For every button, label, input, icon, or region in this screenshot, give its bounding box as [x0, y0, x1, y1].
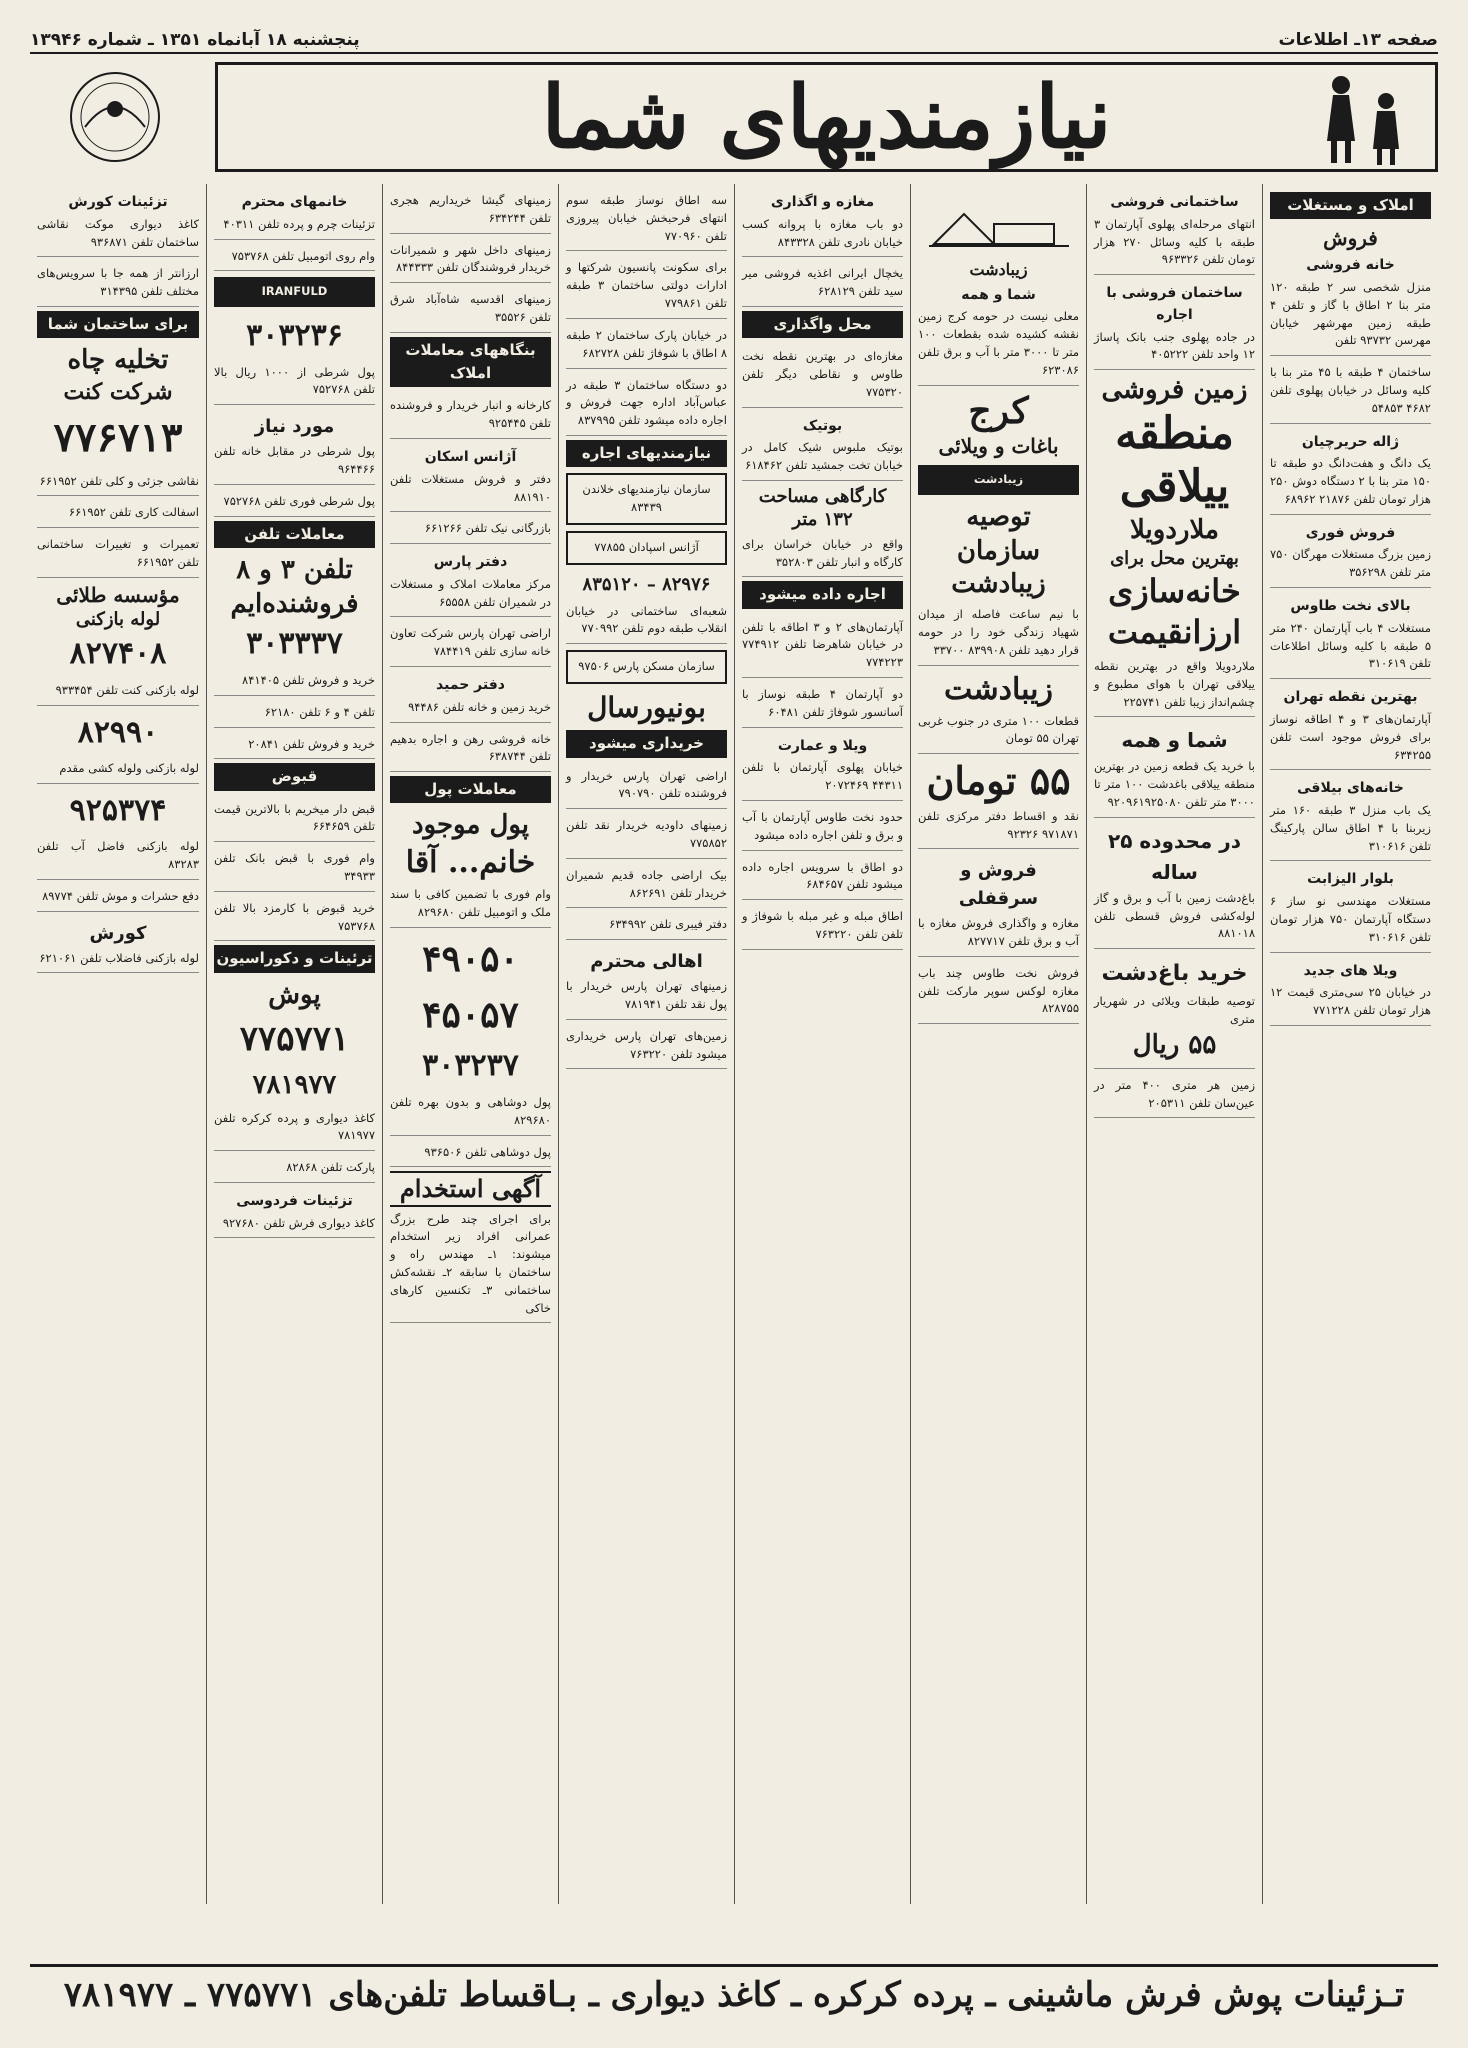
phone-number: ۸۳۵۱۲۰ – ۸۲۹۷۶: [582, 573, 711, 595]
ad-item: خانمهای محترم تزئینات چرم و پرده تلفن ۴۰۳۱۱: [214, 188, 375, 240]
ad-item: با نیم ساعت فاصله از میدان شهیاد زندگی خود را در حومه قرار دهید تلفن ۸۳۹۹۰۸ ۳۳۷۰۰: [918, 602, 1079, 665]
ad-item: خرید و فروش تلفن ۸۴۱۴۰۵: [214, 668, 375, 696]
ad-item: دفتر پارس مرکز معاملات املاک و مستغلات در شمیران تلفن ۶۵۵۵۸: [390, 548, 551, 617]
ad-item: زمین‌های تهران پارس خریداری میشود تلفن ۷۶۳۲۲۰: [566, 1024, 727, 1070]
ad-item: فروش و سرقفلی مغازه و واگذاری فروش مغازه با آب و برق تلفن ۸۲۷۷۱۷: [918, 853, 1079, 956]
ad-item: مغازه‌ای در بهترین نقطه نخت طاوس و نقاطی دیگر تلفن ۷۷۵۳۲۰: [742, 344, 903, 407]
ad-item: خانه فروشی منزل شخصی سر ۲ طبقه ۱۲۰ متر بنا ۲ اطاق با گاز و تلفن ۴ طبقه زمین مهرشهر خیابان مهرسن ۹۳۷۳۲ تلفن: [1270, 251, 1431, 356]
classifieds-grid: [30, 184, 1438, 1904]
agency-box: سازمان نیازمندیهای خلاندن ۸۳۴۳۹: [566, 473, 727, 525]
ad-item: لوله بازکنی کنت تلفن ۹۳۳۴۵۴: [37, 678, 199, 706]
phone-number: ۹۲۵۳۷۴: [69, 792, 167, 828]
ad-item: ملاردویلا واقع در بهترین نقطه ییلاقی تهران با هوای مطبوع و چشم‌انداز زیبا تلفن ۲۲۵۷۴۱: [1094, 654, 1255, 717]
banner-title: نیازمندیهای شما: [541, 66, 1112, 168]
ad-item: واقع در خیابان خراسان برای کارگاه و انبار تلفن ۳۵۲۸۰۳: [742, 532, 903, 578]
ad-headline: بهترین محل برای: [1110, 548, 1239, 570]
ad-item: ساختمان ۴ طبقه با ۴۵ متر بنا با کلیه وسائل در خیابان پهلوی تلفن ۴۶۸۲ ۵۴۸۵۳: [1270, 360, 1431, 423]
column-6: [382, 184, 558, 1904]
column-5: [558, 184, 734, 1904]
ad-item: ارزانتر از همه جا با سرویس‌های مختلف تلفن ۳۱۴۳۹۵: [37, 261, 199, 307]
price-label: ۵۵ تومان: [926, 758, 1071, 804]
ad-item: سه اطاق نوساز طبقه سوم انتهای فرحبخش خیابان پیروزی تلفن ۷۷۰۹۶۰: [566, 188, 727, 251]
category-header: معاملات تلفن: [214, 521, 375, 548]
category-header: نیازمندیهای اجاره: [566, 440, 727, 467]
ad-item: پارکت تلفن ۸۲۸۶۸: [214, 1155, 375, 1183]
ad-item: کاغذ دیواری و پرده کرکره تلفن ۷۸۱۹۷۷: [214, 1106, 375, 1152]
ad-item: خرید باغ‌دشت توصیه طبقات ویلائی در شهریار متری ۵۵ ریال: [1094, 953, 1255, 1069]
ad-item: اراضی تهران پارس خریدار و فروشنده تلفن ۷۹۰۷۹۰: [566, 764, 727, 810]
phone-number: ۸۲۷۴۰۸: [69, 636, 167, 672]
ad-item: وام فوری با تضمین کافی با سند ملک و اتومبیل تلفن ۸۲۹۶۸۰: [390, 882, 551, 928]
ad-item: تزئینات فردوسی کاغذ دیواری فرش تلفن ۹۲۷۶۸۰: [214, 1187, 375, 1239]
category-header: معاملات پول: [390, 776, 551, 803]
ad-item: بوتیک بوتیک ملبوس شیک کامل در خیابان تخت جمشید تلفن ۶۱۸۴۶۲: [742, 412, 903, 481]
ad-item: نقد و اقساط دفتر مرکزی تلفن ۹۷۱۸۷۱ ۹۲۳۲۶: [918, 804, 1079, 850]
family-figures-icon: [1311, 71, 1421, 167]
page-header: [30, 28, 1438, 54]
ad-item: برای سکونت پانسیون شرکتها و ادارات دولتی ساختمان ۳ طبقه تلفن ۷۷۹۸۶۱: [566, 255, 727, 318]
ad-headline: پوش: [268, 979, 321, 1010]
ad-item: بازرگانی نیک تلفن ۶۶۱۲۶۶: [390, 516, 551, 544]
issue-date: پنجشنبه ۱۸ آبانماه ۱۳۵۱ ـ شماره ۱۳۹۴۶: [30, 30, 360, 50]
ad-item: فروش نخت طاوس چند باب مغازه لوکس سوپر مارکت تلفن ۸۲۸۷۵۵: [918, 961, 1079, 1024]
ad-item: فروش فوری زمین بزرگ مستغلات مهرگان ۷۵۰ متر تلفن ۳۵۶۲۹۸: [1270, 519, 1431, 588]
agency-logo: بونیورسال: [587, 690, 706, 724]
ad-headline: خانه‌سازی: [1108, 571, 1241, 610]
ad-headline: کرج: [968, 389, 1029, 432]
column-1: [1262, 184, 1438, 1904]
ad-item: کورش لوله بازکنی فاضلاب تلفن ۶۲۱۰۶۱: [37, 916, 199, 974]
ad-item: ساختمانی فروشی انتهای مرحله‌ای پهلوی آپارتمان ۳ طبقه با کلیه وسائل ۲۷۰ هزار تومان تلفن ۹۶۳۳۲۶: [1094, 188, 1255, 275]
category-header: خریداری میشود: [566, 730, 727, 757]
ad-item: بالای نخت طاوس مستغلات ۴ باب آپارتمان ۲۴۰ متر ۵ طبقه با کلیه وسائل اطلاعات تلفن ۳۱۰۶۱۹: [1270, 592, 1431, 679]
ad-item: نقاشی جزئی و کلی تلفن ۶۶۱۹۵۲: [37, 469, 199, 497]
ad-item: در محدوده ۲۵ ساله باغ‌دشت زمین با آب و برق و گاز لوله‌کشی فروش قسطی تلفن ۸۸۱۰۱۸: [1094, 822, 1255, 949]
ad-item: دو اطاق با سرویس اجاره داده میشود تلفن ۶۸۴۶۵۷: [742, 855, 903, 901]
ad-item: پول دوشاهی تلفن ۹۳۶۵۰۶: [390, 1140, 551, 1168]
hafez-stamp: [30, 62, 200, 172]
phone-number: ۴۹۰۵۰: [422, 937, 519, 980]
ad-headline: منطقه: [1115, 407, 1234, 459]
ad-item: مغازه و اگذاری دو باب مغازه با پروانه کسب خیابان نادری تلفن ۸۴۳۳۲۸: [742, 188, 903, 257]
ad-item: اطاق مبله و غیر مبله با شوفاژ و تلفن تلفن ۷۶۳۲۲۰: [742, 904, 903, 950]
ad-item: بلوار الیزابت مستغلات مهندسی نو ساز ۶ دستگاه آپارتمان ۷۵۰ هزار تومان تلفن ۳۱۰۶۱۶: [1270, 865, 1431, 952]
ad-item: زمین هر متری ۴۰۰ متر در عین‌سان تلفن ۲۰۵۳۱۱: [1094, 1073, 1255, 1119]
ad-item: تزئینات کورش کاغذ دیواری موکت نقاشی ساختمان تلفن ۹۳۶۸۷۱: [37, 188, 199, 257]
ad-headline: تلفن ۳ و ۸: [236, 554, 353, 585]
phone-number: ۷۷۶۷۱۳: [53, 413, 183, 461]
ad-item: دو آپارتمان ۴ طبقه نوساز با آسانسور شوفاژ تلفن ۶۰۴۸۱: [742, 682, 903, 728]
column-7: [206, 184, 382, 1904]
column-2: [1086, 184, 1262, 1904]
ad-item: بیک اراضی جاده قدیم شمیران خریدار تلفن ۸۶۲۶۹۱: [566, 863, 727, 909]
ad-item: یخچال ایرانی اغذیه فروشی میر سید تلفن ۶۲۸۱۲۹: [742, 261, 903, 307]
phone-number: ۳۰۳۲۳۷: [422, 1048, 519, 1084]
category-header: قبوض: [214, 763, 375, 790]
ad-headline: زیبادشت: [944, 671, 1053, 707]
ad-headline: مؤسسه طلائی: [56, 582, 180, 607]
ad-item: لوله بازکنی ولوله کشی مقدم: [37, 756, 199, 784]
ad-item: دفتر حمید خرید زمین و خانه تلفن ۹۴۴۸۶: [390, 671, 551, 723]
column-3: [910, 184, 1086, 1904]
ad-item: ویلا و عمارت خیابان پهلوی آپارتمان با تلفن ۴۴۳۱۱ ۲۰۷۲۴۶۹: [742, 732, 903, 801]
ad-item: پول شرطی از ۱۰۰۰ ریال بالا تلفن ۷۵۲۷۶۸: [214, 360, 375, 406]
ad-item: دفع حشرات و موش تلفن ۸۹۷۷۴: [37, 884, 199, 912]
ad-item: کارخانه و انبار خریدار و فروشنده تلفن ۹۲۵۴۴۵: [390, 393, 551, 439]
ad-item: اراضی تهران پارس شرکت تعاون خانه سازی تلفن ۷۸۴۴۱۹: [390, 621, 551, 667]
agency-box: آژانس اسپادان ۷۷۸۵۵: [566, 531, 727, 565]
ad-item: قبض دار میخریم با بالاترین قیمت تلفن ۶۶۴۶۵۹: [214, 797, 375, 843]
ad-item: برای اجرای چند طرح بزرگ عمرانی افراد زیر استخدام میشوند: ۱ـ مهندس راه و ساختمان با سابقه ۲ـ نقشه‌کش ساختمانی ۳ـ تکنسین کارهای خاکی: [390, 1207, 551, 1324]
category-header: اجاره داده میشود: [742, 581, 903, 608]
ad-item: لوله بازکنی فاضل آب تلفن ۸۳۲۸۳: [37, 834, 199, 880]
ad-headline: زمین فروشی: [1101, 375, 1248, 406]
ad-item: مورد نیاز پول شرطی در مقابل خانه تلفن ۹۶۴۴۶۶: [214, 409, 375, 485]
villa-icon: [924, 194, 1074, 254]
ad-item: شما و همه معلی نیست در حومه کرج زمین نقشه کشیده شده بقطعات ۱۰۰ متر تا ۳۰۰۰ متر با آب و برق تلفن ۶۲۳۰۸۶: [918, 281, 1079, 386]
ad-item: خانه فروشی رهن و اجاره بدهیم تلفن ۶۳۸۷۴۴: [390, 727, 551, 773]
ad-headline: ارزانقیمت: [1107, 613, 1242, 652]
footer-text: تـزئینات پوش فرش ماشینی ـ پرده کرکره ـ کاغذ دیواری ـ بـاقساط تلفن‌های ۷۷۵۷۷۱ ـ ۷۸۱۹۷۷: [63, 1974, 1405, 2015]
ad-item: شما و همه با خرید یک قطعه زمین در بهترین منطقه ییلاقی باغدشت ۱۰۰ متر تا ۳۰۰۰ متر تلفن ۹۲۰۹۶۱۹۲۵۰۸۰: [1094, 721, 1255, 817]
column-4: [734, 184, 910, 1904]
ad-item: شعبه‌ای ساختمانی در خیابان انقلاب طبقه دوم تلفن ۷۷۰۹۹۲: [566, 599, 727, 645]
phone-number: ۸۲۹۹۰: [77, 714, 159, 750]
ad-item: خانه‌های بیلاقی یک باب منزل ۳ طبقه ۱۶۰ متر زیربنا با ۴ اطاق سالن پارکینگ تلفن ۳۱۰۶۱۶: [1270, 774, 1431, 861]
ad-headline: فروشنده‌ایم: [230, 588, 359, 619]
ad-item: قطعات ۱۰۰ متری در جنوب غربی تهران ۵۵ تومان: [918, 709, 1079, 755]
ad-item: ژاله حریرچیان یک دانگ و هفت‌دانگ دو طبقه تا ۱۵۰ متر بنا با ۲ دستگاه دوش ۲۵۰ هزار تومان تلفن ۲۱۸۷۶ ۶۸۹۶۲: [1270, 428, 1431, 515]
ad-item: پول شرطی فوری تلفن ۷۵۲۷۶۸: [214, 489, 375, 517]
ad-headline: باغات و ویلائی: [938, 433, 1059, 458]
ad-headline: زیبادشت: [951, 569, 1046, 600]
phone-number: ۳۰۳۳۳۷: [246, 626, 343, 662]
category-header: محل واگذاری: [742, 311, 903, 338]
ad-headline: پول موجود: [411, 810, 530, 841]
ad-item: زمینهای گیشا خریداریم هجری تلفن ۶۳۴۲۴۴: [390, 188, 551, 234]
ad-headline: ییلاقی: [1119, 460, 1230, 512]
ad-item: آپارتمان‌های ۲ و ۳ اطاقه با تلفن در خیابان شاهرضا تلفن ۷۷۴۹۱۲ ۷۷۴۲۲۳: [742, 615, 903, 678]
column-8: [30, 184, 206, 1904]
phone-number: ۳۰۳۲۳۶: [246, 318, 343, 354]
stamp-icon: [40, 67, 190, 167]
ad-logo-block: زیبادشت: [918, 465, 1079, 495]
ad-item: تلفن ۴ و ۶ تلفن ۶۲۱۸۰: [214, 700, 375, 728]
ad-item: وام روی اتومبیل تلفن ۷۵۳۷۶۸: [214, 244, 375, 272]
logo-text: زیبادشت: [969, 260, 1028, 279]
ad-headline: خانم... آقا: [405, 845, 536, 881]
ad-item: وام فوری با قبض بانک تلفن ۳۴۹۳۳: [214, 846, 375, 892]
ad-item: تعمیرات و تغییرات ساختمانی تلفن ۶۶۱۹۵۲: [37, 532, 199, 578]
ad-item: پول دوشاهی و بدون بهره تلفن ۸۲۹۶۸۰: [390, 1090, 551, 1136]
price-label: ۵۵ ریال: [1132, 1029, 1217, 1060]
category-header: بنگاههای معاملات املاک: [390, 337, 551, 388]
ad-item: دو دستگاه ساختمان ۳ طبقه در عباس‌آباد اداره جهت فروش و اجاره داده میشود تلفن ۸۳۷۹۹۵: [566, 373, 727, 436]
ad-item: زمینهای داخل شهر و شمیرانات خریدار فروشندگان تلفن ۸۴۴۳۳۳: [390, 238, 551, 284]
ad-headline: آگهی استخدام: [390, 1171, 551, 1206]
ad-headline: شرکت کنت: [63, 378, 173, 405]
ad-item: حدود نخت طاوس آپارتمان با آب و برق و تلفن اجاره داده میشود: [742, 805, 903, 851]
ad-item: آژانس اسکان دفتر و فروش مستغلات تلفن ۸۸۱۹۱۰: [390, 443, 551, 512]
ad-item: بهترین نقطه تهران آپارتمان‌های ۳ و ۴ اطاقه نوساز برای فروش موجود است تلفن ۶۳۴۲۵۵: [1270, 683, 1431, 770]
ad-headline: لوله بازکنی: [75, 608, 161, 630]
ad-headline: ملاردویلا: [1130, 514, 1219, 545]
category-header: ترئینات و دکوراسیون: [214, 945, 375, 972]
ad-item: خرید و فروش تلفن ۲۰۸۴۱: [214, 732, 375, 760]
agency-box: سازمان مسکن پارس ۹۷۵۰۶: [566, 650, 727, 684]
ad-item: ویلا های جدید در خیابان ۲۵ سی‌متری قیمت ۱۲ هزار تومان تلفن ۷۷۱۲۲۸: [1270, 957, 1431, 1026]
phone-number: ۷۸۱۹۷۷: [252, 1070, 337, 1101]
ad-logo: [918, 194, 1079, 254]
phone-number: ۴۵۰۵۷: [422, 993, 519, 1036]
ad-headline: توصیه: [966, 501, 1031, 532]
ad-item: زمینهای داودیه خریدار نقد تلفن ۷۷۵۸۵۲: [566, 813, 727, 859]
ad-item: در خیابان پارک ساختمان ۲ طبقه ۸ اطاق با شوفاژ تلفن ۶۸۲۷۲۸: [566, 323, 727, 369]
ad-headline: سازمان: [956, 535, 1041, 566]
ad-item: ساختمان فروشی با اجاره در جاده پهلوی جنب بانک پاساژ ۱۲ واحد تلفن ۴۰۵۲۲۲: [1094, 279, 1255, 370]
ad-item: خرید قبوض با کارمزد بالا تلفن ۷۵۳۷۶۸: [214, 896, 375, 942]
page-number: صفحه ۱۳ـ اطلاعات: [1278, 30, 1438, 50]
ad-headline: تخلیه چاه: [67, 345, 169, 376]
category-header: املاک و مستغلات: [1270, 192, 1431, 219]
category-header: برای ساختمان شما: [37, 311, 199, 338]
brand-logo: IRANFULD: [214, 277, 375, 307]
footer-banner: [30, 1964, 1438, 2022]
ad-headline: کارگاهی مساحت ۱۳۲ متر: [758, 485, 887, 531]
ad-item: اسفالت کاری تلفن ۶۶۱۹۵۲: [37, 500, 199, 528]
section-title: فروش: [1323, 226, 1378, 251]
ad-item: زمینهای اقدسیه شاه‌آباد شرق تلفن ۳۵۵۲۶: [390, 287, 551, 333]
classifieds-banner: [215, 62, 1438, 172]
phone-number: ۷۷۵۷۷۱: [239, 1018, 350, 1059]
ad-item: اهالی محترم زمینهای تهران پارس خریدار با پول نقد تلفن ۷۸۱۹۴۱: [566, 944, 727, 1020]
ad-item: دفتر فیبری تلفن ۶۳۴۹۹۲: [566, 912, 727, 940]
